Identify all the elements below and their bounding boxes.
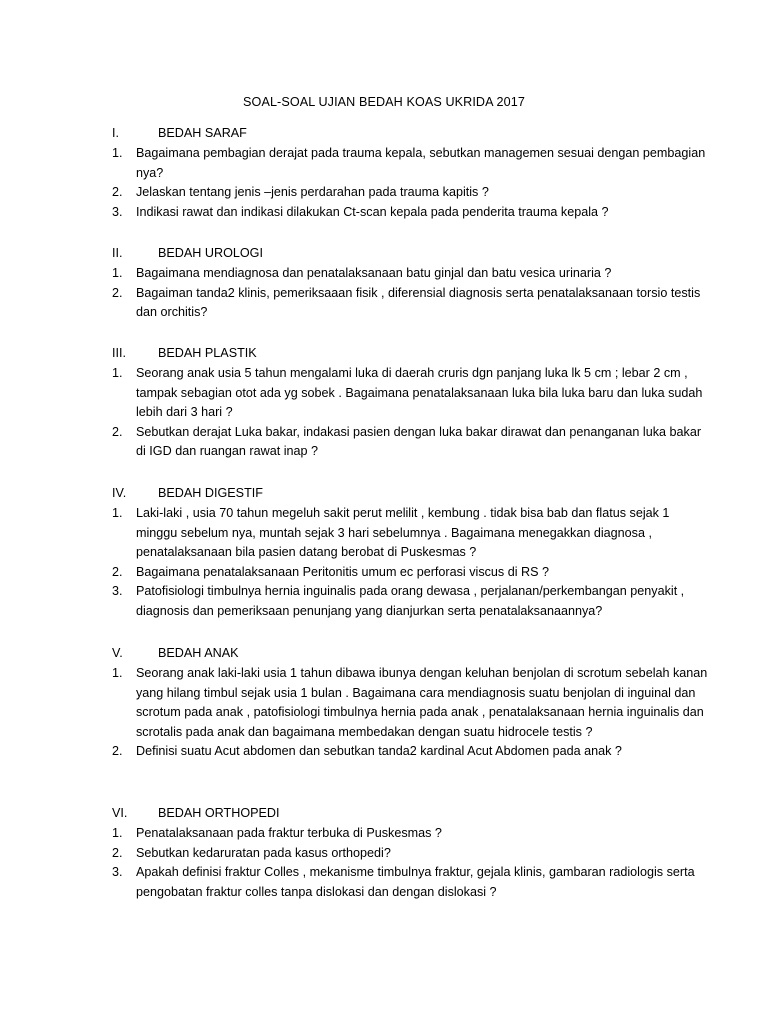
list-item: [112, 664, 712, 742]
section-heading: [112, 804, 712, 824]
list-item: [112, 563, 712, 583]
list-item: [112, 364, 712, 423]
item-number: 2.: [112, 845, 123, 860]
item-number: 1.: [112, 146, 123, 160]
list-item: [112, 183, 712, 203]
item-text: Jelaskan tentang jenis –jenis perdarahan pada trauma kapitis ?: [136, 185, 489, 200]
item-number: 1.: [112, 506, 123, 520]
item-number: 2.: [112, 424, 123, 439]
section-bedah-saraf: [112, 124, 712, 222]
section-bedah-urologi: [112, 244, 712, 323]
item-number: 2.: [112, 744, 123, 759]
item-number: 3.: [112, 865, 123, 880]
list-item: [112, 863, 712, 902]
section-name: BEDAH PLASTIK: [158, 346, 257, 360]
item-text: Definisi suatu Acut abdomen dan sebutkan tanda2 kardinal Acut Abdomen pada anak ?: [136, 744, 622, 759]
item-number: 1.: [112, 366, 123, 380]
section-bedah-orthopedi: [112, 804, 712, 902]
section-number: VI.: [112, 806, 128, 820]
section-bedah-plastik: [112, 344, 712, 462]
list-item: [112, 144, 712, 183]
item-number: 1.: [112, 826, 123, 840]
document-title: SOAL-SOAL UJIAN BEDAH KOAS UKRIDA 2017: [243, 95, 525, 109]
section-name: BEDAH DIGESTIF: [158, 486, 263, 500]
item-text: Sebutkan kedaruratan pada kasus orthopedi?: [136, 845, 391, 860]
item-text: Bagaiman tanda2 klinis, pemeriksaaan fisik , diferensial diagnosis serta penatalaksanaan torsio testis dan orchitis?: [136, 285, 701, 320]
section-heading: [112, 484, 712, 504]
section-heading: [112, 124, 712, 144]
item-text: Bagaimana mendiagnosa dan penatalaksanaan batu ginjal dan batu vesica urinaria ?: [136, 266, 612, 280]
item-text: Bagaimana penatalaksanaan Peritonitis umum ec perforasi viscus di RS ?: [136, 564, 550, 579]
item-number: 1.: [112, 666, 123, 680]
item-text: Sebutkan derajat Luka bakar, indakasi pasien dengan luka bakar dirawat dan penanganan luka bakar di IGD dan ruangan rawat inap ?: [136, 424, 702, 459]
item-text: Apakah definisi fraktur Colles , mekanisme timbulnya fraktur, gejala klinis, gambaran radiologis serta pengobatan fraktur colles tanpa dislokasi dan dengan dislokasi ?: [136, 865, 695, 899]
item-number: 3.: [112, 204, 123, 219]
section-heading: [112, 244, 712, 264]
item-text: Seorang anak usia 5 tahun mengalami luka di daerah cruris dgn panjang luka lk 5 cm ; lebar 2 cm , tampak sebagian otot ada yg sobek . Bagaimana penatalaksanaan luka bila luka baru dan luka sudah lebih dari 3 hari ?: [136, 366, 703, 420]
list-item: [112, 423, 712, 462]
list-item: [112, 742, 712, 762]
list-item: [112, 504, 712, 563]
section-name: BEDAH ANAK: [158, 646, 239, 660]
section-number: III.: [112, 346, 126, 360]
section-name: BEDAH ORTHOPEDI: [158, 806, 280, 820]
item-number: 3.: [112, 584, 123, 599]
item-text: Bagaimana pembagian derajat pada trauma kepala, sebutkan managemen sesuai dengan pembagian nya?: [136, 146, 706, 180]
section-bedah-digestif: [112, 484, 712, 622]
section-number: IV.: [112, 486, 127, 500]
section-name: BEDAH SARAF: [158, 126, 247, 140]
section-bedah-anak: [112, 644, 712, 762]
item-number: 1.: [112, 266, 123, 280]
section-number: I.: [112, 126, 119, 140]
item-number: 2.: [112, 285, 123, 300]
list-item: [112, 582, 712, 621]
item-text: Indikasi rawat dan indikasi dilakukan Ct-scan kepala pada penderita trauma kepala ?: [136, 204, 609, 219]
list-item: [112, 284, 712, 323]
item-number: 2.: [112, 564, 123, 579]
item-text: Laki-laki , usia 70 tahun megeluh sakit perut melilit , kembung . tidak bisa bab dan flatus sejak 1 minggu sebelum nya, muntah sejak 3 hari sebelumnya . Bagaimana menegakkan diagnosa , penatalaksanaan bila pasien datang berobat di Puskesmas ?: [136, 506, 670, 560]
section-heading: [112, 644, 712, 664]
list-item: [112, 824, 712, 844]
item-text: Patofisiologi timbulnya hernia inguinalis pada orang dewasa , perjalanan/perkembangan penyakit , diagnosis dan pemeriksaan penunjang yang dianjurkan serta penatalaksanaannya?: [136, 584, 685, 618]
section-heading: [112, 344, 712, 364]
list-item: [112, 844, 712, 864]
section-name: BEDAH UROLOGI: [158, 246, 263, 260]
item-number: 2.: [112, 185, 123, 200]
list-item: [112, 264, 712, 284]
item-text: Seorang anak laki-laki usia 1 tahun dibawa ibunya dengan keluhan benjolan di scrotum sebelah kanan yang hilang timbul sejak usia 1 bulan . Bagaimana cara mendiagnosis suatu benjolan di inguinal dan scrotum pada anak , patofisiologi timbulnya hernia pada anak , penatalaksanaan hernia inguinalis dan scrotalis pada anak dan bagaimana membedakan dengan suatu hidrocele testis ?: [136, 666, 708, 739]
list-item: [112, 203, 712, 223]
section-number: V.: [112, 646, 123, 660]
item-text: Penatalaksanaan pada fraktur terbuka di Puskesmas ?: [136, 826, 442, 840]
section-number: II.: [112, 246, 123, 260]
